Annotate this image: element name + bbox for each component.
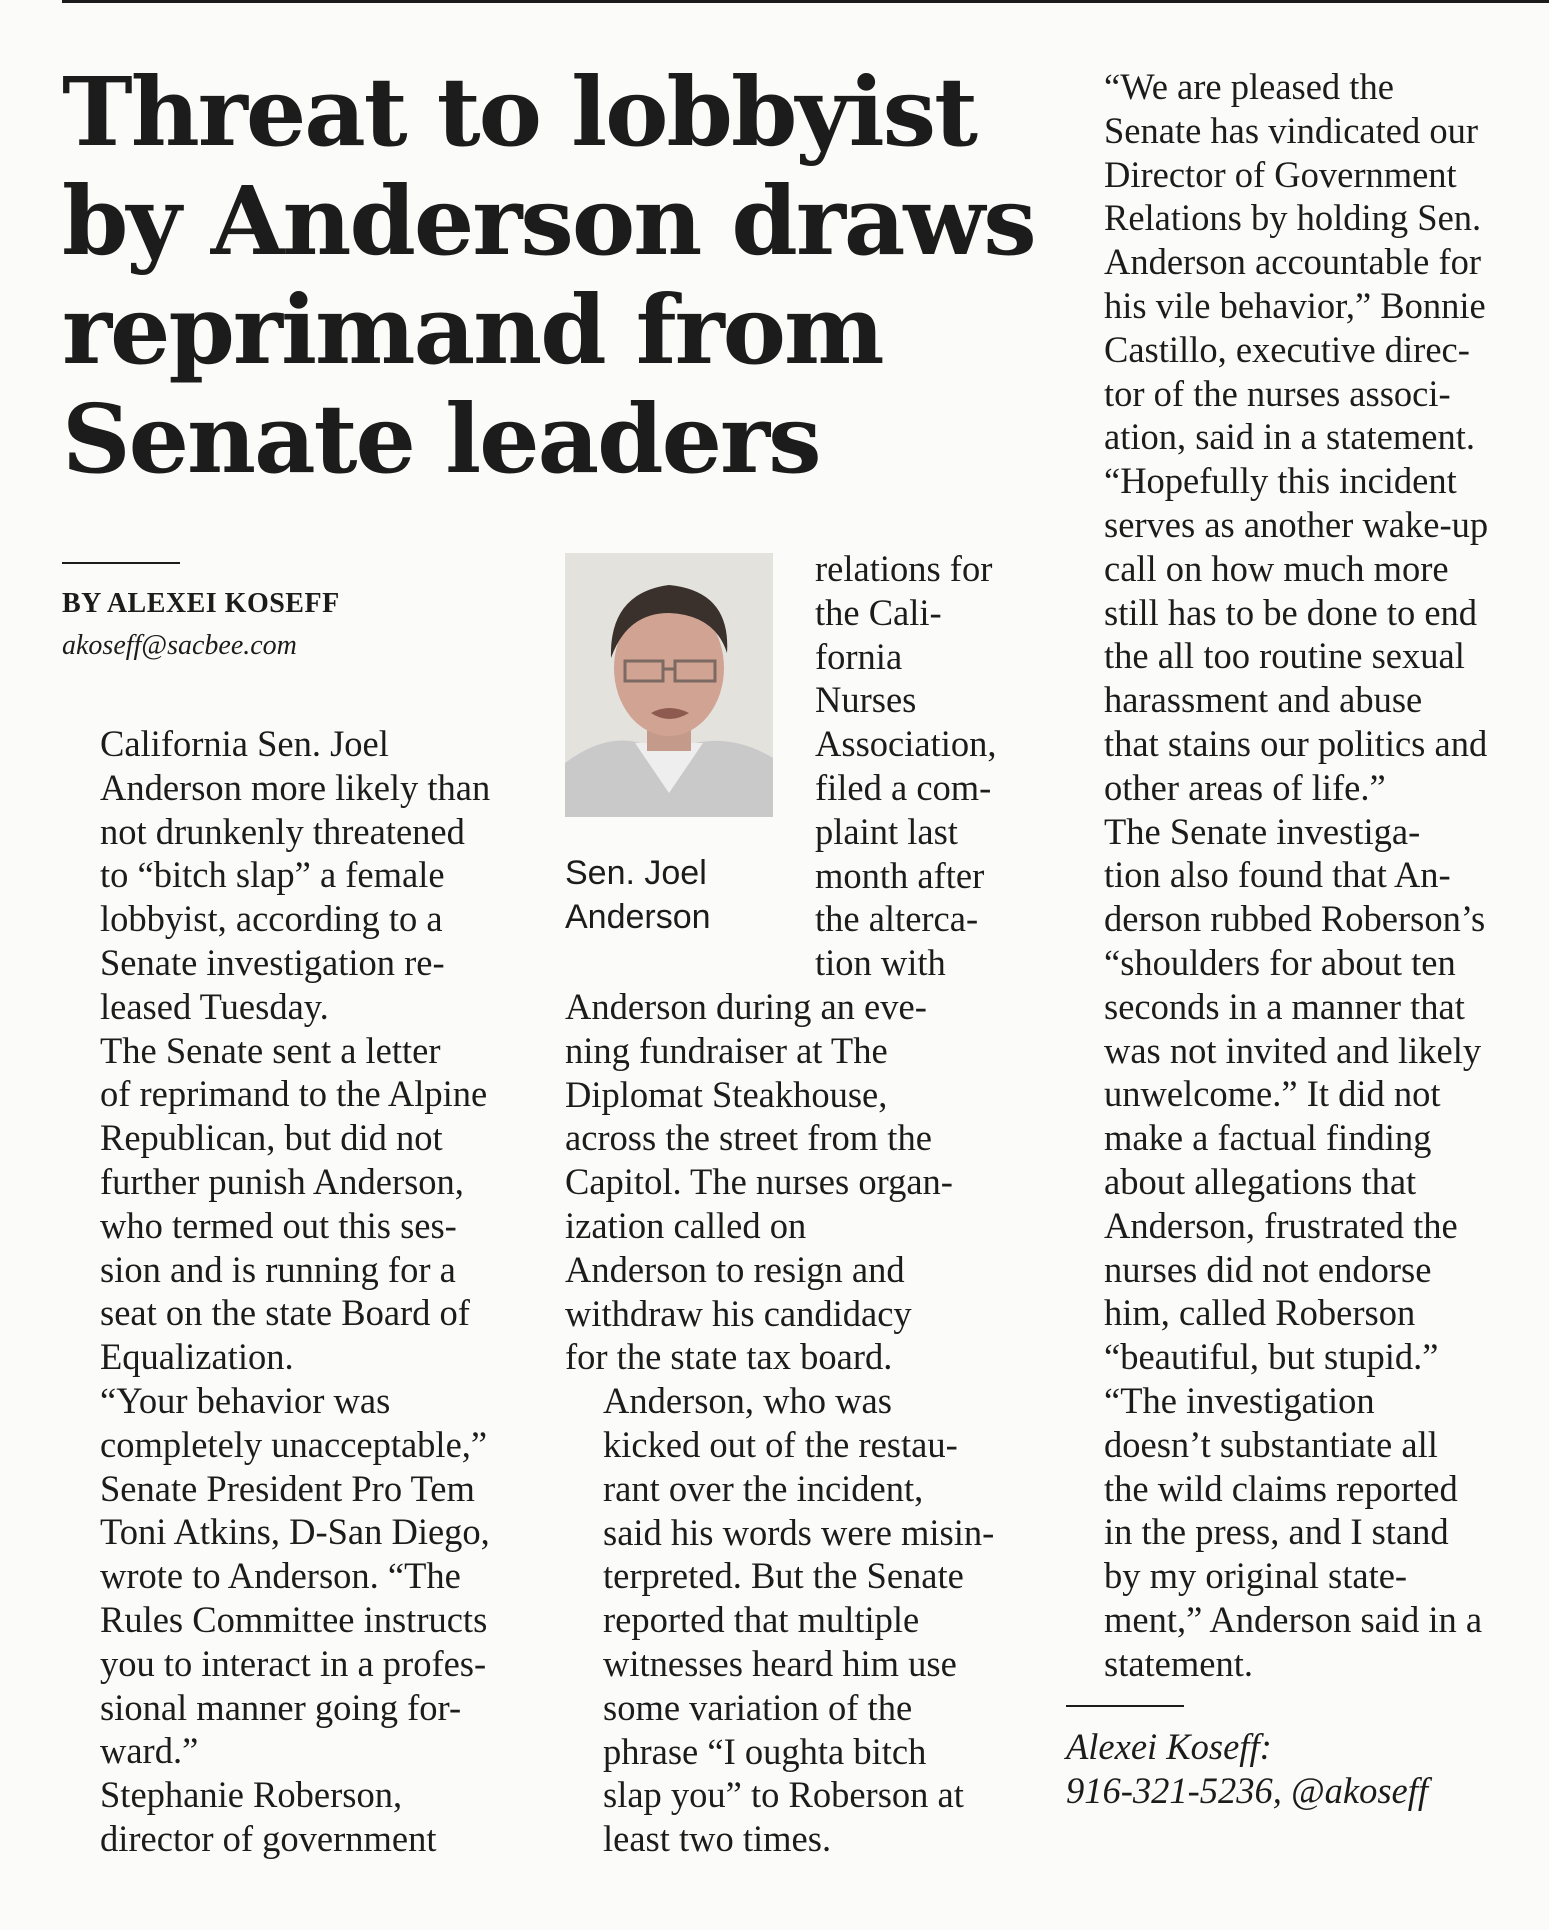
text-line: Director of Government [1104,153,1457,195]
text-line: Senate investigation re- [100,941,445,983]
headline-line: Senate leaders [62,384,820,495]
text-line: make a factual finding [1104,1117,1432,1159]
text-line: serves as another wake-up [1104,503,1489,545]
article-column-1 [62,722,532,1861]
text-line: Sen. Joel [565,854,707,892]
text-line: Senate President Pro Tem [100,1467,475,1509]
text-line: Anderson accountable for [1104,241,1482,283]
text-line: Alexei Koseff: [1066,1726,1272,1767]
text-line: Diplomat Steakhouse, [565,1073,888,1115]
text-line: the Cali- [815,591,942,633]
text-line: Anderson to resign and [565,1248,905,1290]
text-line: ment,” Anderson said in a [1104,1598,1483,1640]
text-line: Anderson, who was [603,1380,892,1422]
text-line: by my original state- [1104,1555,1408,1597]
text-line: “beautiful, but stupid.” [1104,1336,1439,1378]
paragraph [62,722,532,1029]
text-line: lobbyist, according to a [100,898,443,940]
headline-line: reprimand from [62,275,883,386]
text-line: derson rubbed Roberson’s [1104,898,1486,940]
text-line: ation, said in a statement. [1104,416,1475,458]
text-line: other areas of life.” [1104,766,1386,808]
text-line: seat on the state Board of [100,1292,470,1334]
text-line: witnesses heard him use [603,1642,957,1684]
text-line: statement. [1104,1642,1253,1684]
text-line: fornia [815,635,903,677]
text-line: Senate has vindicated our [1104,109,1479,151]
headline-line: Threat to lobbyist [62,57,977,168]
text-line: who termed out this ses- [100,1204,457,1246]
text-line: reported that multiple [603,1599,920,1641]
byline-rule [62,562,180,564]
text-line: Equalization. [100,1336,294,1378]
text-line: withdraw his candidacy [565,1292,912,1334]
text-line: doesn’t substantiate all [1104,1423,1438,1465]
text-line: filed a com- [815,766,992,808]
text-line: still has to be done to end [1104,591,1478,633]
text-line: phrase “I oughta bitch [603,1730,927,1772]
text-line: call on how much more [1104,547,1449,589]
text-line: tor of the nurses associ- [1104,372,1451,414]
text-line: across the street from the [565,1117,932,1159]
text-line: you to interact in a profes- [100,1642,487,1684]
text-line: month after [815,854,985,896]
article-column-3 [1066,65,1536,1685]
text-line: Republican, but did not [100,1117,443,1159]
text-line: plaint last [815,810,958,852]
text-line: for the state tax board. [565,1336,893,1378]
text-line: him, called Roberson [1104,1292,1416,1334]
text-line: his vile behavior,” Bonnie [1104,284,1486,326]
text-line: Anderson during an eve- [565,986,927,1027]
text-line: “Hopefully this incident [1104,460,1457,502]
paragraph [815,547,1045,985]
text-line: Anderson, frustrated the [1104,1204,1458,1246]
top-rule [62,0,1549,3]
text-line: wrote to Anderson. “The [100,1555,461,1597]
text-line: ning fundraiser at The [565,1029,888,1071]
text-line: Anderson [565,897,711,936]
text-line: some variation of the [603,1686,913,1728]
text-line: relations for [815,548,993,589]
text-line: director of government [100,1817,437,1859]
paragraph [62,1773,532,1861]
paragraph [62,1029,532,1379]
text-line: seconds in a manner that [1104,985,1465,1027]
text-line: further punish Anderson, [100,1160,464,1202]
text-line: sional manner going for- [100,1686,462,1728]
text-line: tion also found that An- [1104,854,1451,896]
text-line: Castillo, executive direc- [1104,328,1470,370]
photo-caption [565,852,711,940]
signoff-rule [1066,1705,1184,1707]
headline-line: by Anderson draws [62,166,1035,277]
text-line: “Your behavior was [100,1379,391,1421]
text-line: least two times. [603,1818,832,1860]
text-line: kicked out of the restau- [603,1423,958,1465]
text-line: “shoulders for about ten [1104,941,1456,983]
text-line: harassment and abuse [1104,679,1423,721]
paragraph [565,985,1035,1379]
article-column-2-wrap [815,547,1045,985]
paragraph [62,1379,532,1773]
text-line: leased Tuesday. [100,985,329,1027]
text-line: Anderson more likely than [100,766,491,808]
text-line: The Senate sent a letter [100,1029,441,1071]
text-line: the wild claims reported [1104,1467,1458,1509]
author-signoff [1066,1725,1428,1813]
article-column-2 [565,985,1035,1861]
text-line: Nurses [815,679,917,721]
paragraph [1066,1379,1536,1686]
text-line: Rules Committee instructs [100,1598,488,1640]
portrait-photo-icon [565,553,773,817]
text-line: the all too routine sexual [1104,635,1465,677]
text-line: unwelcome.” It did not [1104,1073,1441,1115]
text-line: Toni Atkins, D-San Diego, [100,1511,490,1553]
text-line: in the press, and I stand [1104,1511,1449,1553]
text-line: rant over the incident, [603,1467,924,1509]
text-line: of reprimand to the Alpine [100,1073,488,1115]
text-line: about allegations that [1104,1160,1417,1202]
text-line: “The investigation [1104,1379,1375,1421]
text-line: that stains our politics and [1104,722,1488,764]
portrait-photo-icon [565,553,773,817]
text-line: California Sen. Joel [100,723,389,764]
text-line: was not invited and likely [1104,1029,1482,1071]
paragraph [1066,810,1536,1379]
author-email: akoseff@sacbee.com [62,630,297,661]
text-line: nurses did not endorse [1104,1248,1432,1290]
text-line: terpreted. But the Senate [603,1555,964,1597]
text-line: sion and is running for a [100,1248,456,1290]
text-line: Relations by holding Sen. [1104,197,1482,239]
text-line: slap you” to Roberson at [603,1774,964,1816]
text-line: Association, [815,723,997,765]
text-line: the alterca- [815,898,979,940]
text-line: 916-321-5236, @akoseff [1066,1769,1429,1811]
paragraph [1066,65,1536,810]
text-line: The Senate investiga- [1104,810,1421,852]
text-line: not drunkenly threatened [100,810,465,852]
paragraph [565,1379,1035,1861]
text-line: Stephanie Roberson, [100,1774,403,1816]
text-line: Capitol. The nurses organ- [565,1161,953,1203]
text-line: said his words were misin- [603,1511,995,1553]
byline: BY ALEXEI KOSEFF [62,588,340,619]
headline [62,57,1035,495]
text-line: tion with [815,942,946,984]
text-line: ization called on [565,1204,807,1246]
text-line: completely unacceptable,” [100,1423,488,1465]
text-line: ward.” [100,1730,199,1772]
text-line: “We are pleased the [1104,66,1394,107]
text-line: to “bitch slap” a female [100,854,445,896]
